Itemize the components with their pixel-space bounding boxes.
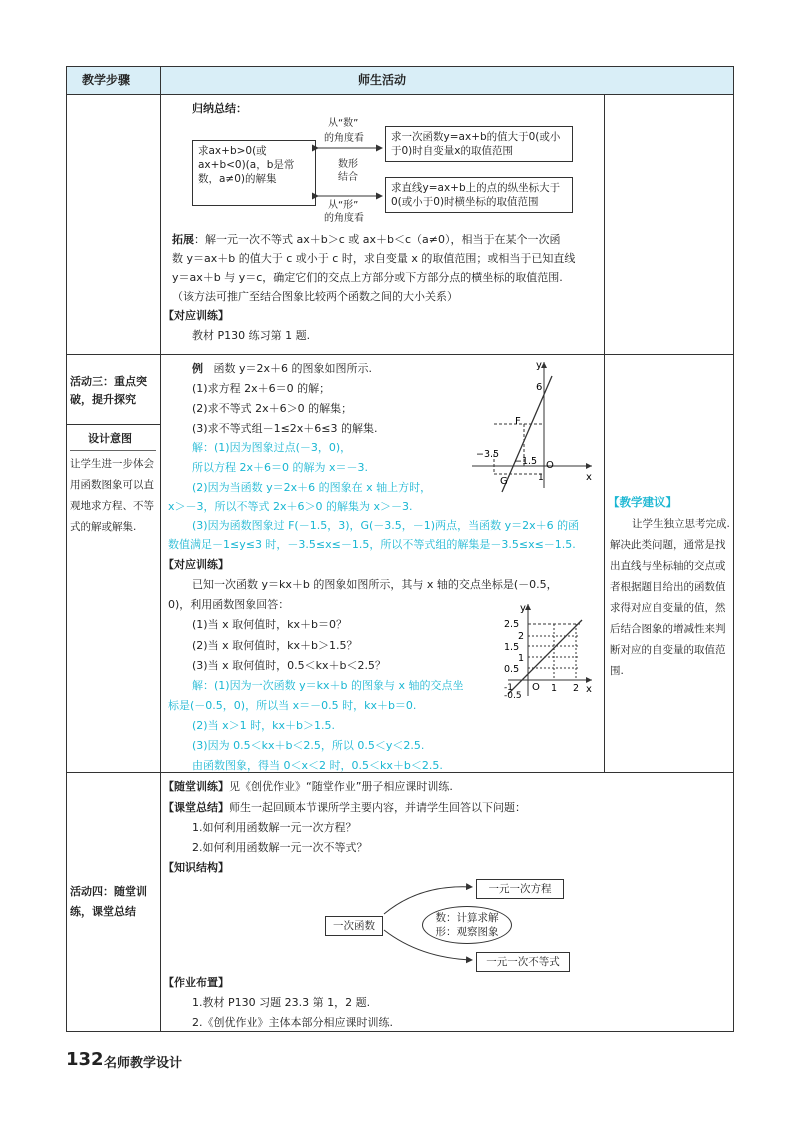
y-label: y xyxy=(536,360,542,371)
train-intro: 0)，利用函数图象回答： xyxy=(168,598,290,611)
graph-kx-plus-b xyxy=(494,600,598,700)
method-oval xyxy=(422,906,512,944)
graph-2x-plus-6 xyxy=(470,358,600,498)
divider xyxy=(66,424,160,425)
train-question: (2)当 x 取何值时，kx＋b＞1.5？ xyxy=(192,639,358,652)
x-tick: −3.5 xyxy=(476,449,500,460)
middle-label: 数形 xyxy=(338,159,358,170)
drill-line: 【随堂训练】见《创优作业》“随堂作业”册子相应课时训练. xyxy=(163,780,453,793)
design-text: 让学生进一步体会用函数图象可以直观地求方程、不等式的解或解集. xyxy=(70,458,154,533)
train-title: 【对应训练】 xyxy=(163,309,229,322)
page-number: 132 xyxy=(66,1049,104,1070)
example-line: 例 函数 y＝2x＋6 的图象如图所示. xyxy=(192,362,373,375)
divider xyxy=(66,354,734,355)
x-arrow xyxy=(586,677,592,683)
x-arrow xyxy=(586,463,592,469)
y-tick: 1 xyxy=(538,473,544,483)
concept-box-left: 求ax+b>0(或ax+b<0)(a，b是常数，a≠0)的解集 xyxy=(192,140,316,206)
x-tick: 2 xyxy=(573,683,580,694)
x-tick: 1 xyxy=(551,683,558,694)
train-intro: 已知一次函数 y＝kx＋b 的图象如图所示，其与 x 轴的交点坐标是(－0.5， xyxy=(192,578,558,591)
question: (1)求方程 2x＋6＝0 的解； xyxy=(192,382,331,395)
step-label: 破，提升探究 xyxy=(70,393,136,406)
train-title: 【对应训练】 xyxy=(163,558,229,571)
x-tick: -1 xyxy=(504,683,513,693)
extension-line: 拓展：解一元一次不等式 ax＋b＞c 或 ax＋b＜c（a≠0），相当于在某个一次函 xyxy=(172,233,561,246)
arrow-label: 从“形” xyxy=(328,200,359,211)
y-tick: 0.5 xyxy=(504,664,520,675)
train-answer: (2)当 x＞1 时，kx＋b＞1.5. xyxy=(192,719,335,732)
y-label: y xyxy=(520,603,526,614)
answer: 数值满足－1≤y≤3 时，－3.5≤x≤－1.5，所以不等式组的解集是－3.5≤x≤－1.5. xyxy=(168,538,576,551)
train-answer: 解：(1)因为一次函数 y＝kx＋b 的图象与 x 轴的交点坐 xyxy=(192,679,464,692)
arrow-label: 的角度看 xyxy=(324,133,364,144)
train-question: (3)当 x 取何值时，0.5＜kx＋b＜2.5？ xyxy=(192,659,386,672)
node-linear-function: 一次函数 xyxy=(325,916,383,936)
step-label: 活动四：随堂训 xyxy=(70,885,147,898)
answer: (3)因为函数图象过 F(－1.5，3)，G(－3.5，－1)两点，当函数 y＝2x＋6 的函 xyxy=(192,519,580,532)
train-answer: 由函数图象，得当 0＜x＜2 时，0.5＜kx＋b＜2.5. xyxy=(192,759,443,772)
arrow-label: 的角度看 xyxy=(324,213,364,224)
knowledge-title: 【知识结构】 xyxy=(163,861,229,874)
answer: x＞－3，所以不等式 2x＋6＞0 的解集为 x＞－3. xyxy=(168,500,413,513)
extension-line: （该方法可推广至结合图象比较两个函数之间的大小关系） xyxy=(172,290,458,303)
divider xyxy=(66,94,734,95)
homework-item: 1.教材 P130 习题 23.3 第 1，2 题. xyxy=(192,996,371,1009)
extension-line: y＝ax＋b 与 y＝c，确定它们的交点上方部分或下方部分点的横坐标的取值范围. xyxy=(172,271,563,284)
arrow-label: 从“数” xyxy=(328,118,359,129)
tip-text: 让学生独立思考完成.解决此类问题，通常是找出直线与坐标轴的交点或者根据题目给出的函数值求得对应自变量的值，然后结合图象的增减性来判断对应的自变量的取值范围. xyxy=(610,518,730,677)
train-answer: (3)因为 0.5＜kx＋b＜2.5，所以 0.5＜y＜2.5. xyxy=(192,739,425,752)
concept-box-shape: 求直线y=ax+b上的点的纵坐标大于0(或小于0)时横坐标的取值范围 xyxy=(385,177,573,213)
y-tick: -0.5 xyxy=(504,691,522,700)
summary-question: 1.如何利用函数解一元一次方程？ xyxy=(192,821,357,834)
answer: (2)因为当函数 y＝2x＋6 的图象在 x 轴上方时， xyxy=(192,481,432,494)
divider xyxy=(604,94,605,772)
step-label: 活动三：重点突 xyxy=(70,375,147,388)
question: (3)求不等式组－1≤2x＋6≤3 的解集. xyxy=(192,422,378,435)
summary-title: 归纳总结： xyxy=(192,102,247,115)
header-step: 教学步骤 xyxy=(82,73,131,87)
extension-line: 数 y＝ax＋b 的值大于 c 或小于 c 时，求自变量 x 的取值范围；或相当于已知直线 xyxy=(172,252,576,265)
oval-line: 数：计算求解 xyxy=(435,912,499,924)
answer: 所以方程 2x＋6＝0 的解为 x＝－3. xyxy=(192,461,368,474)
origin: O xyxy=(532,682,540,693)
header-activity: 师生活动 xyxy=(358,73,407,87)
node-linear-inequality: 一元一次不等式 xyxy=(476,952,570,972)
oval-line: 形：观察图象 xyxy=(435,926,499,938)
x-label: x xyxy=(586,684,592,695)
tip-title: 【教学建议】 xyxy=(608,495,677,509)
question: (2)求不等式 2x＋6＞0 的解集； xyxy=(192,402,353,415)
node-linear-equation: 一元一次方程 xyxy=(476,879,564,899)
design-title: 设计意图 xyxy=(88,432,132,445)
step-label: 练，课堂总结 xyxy=(70,905,136,918)
summary-line: 【课堂总结】师生一起回顾本节课所学主要内容，并请学生回答以下问题： xyxy=(163,801,526,814)
book-title: 名师教学设计 xyxy=(104,1056,183,1071)
x-tick: −1.5 xyxy=(514,456,538,467)
middle-label: 结合 xyxy=(338,172,358,183)
point-f: F xyxy=(515,416,521,427)
homework-title: 【作业布置】 xyxy=(163,976,229,989)
homework-item: 2.《创优作业》主体本部分相应课时训练. xyxy=(192,1016,393,1029)
point-g: G xyxy=(500,476,508,487)
divider xyxy=(70,450,156,451)
concept-box-number: 求一次函数y=ax+b的值大于0(或小于0)时自变量x的取值范围 xyxy=(385,126,573,162)
y-tick: 2.5 xyxy=(504,619,520,630)
train-text: 教材 P130 练习第 1 题. xyxy=(192,329,311,342)
y-tick: 1.5 xyxy=(504,642,520,653)
answer: 解：(1)因为图象过点(－3，0)， xyxy=(192,441,352,454)
x-label: x xyxy=(586,472,592,483)
y-tick: 1 xyxy=(518,653,525,664)
train-answer: 标是(－0.5，0)，所以当 x＝－0.5 时，kx＋b＝0. xyxy=(168,699,417,712)
origin: O xyxy=(546,460,554,471)
y-tick: 2 xyxy=(518,631,525,642)
divider xyxy=(160,66,161,1032)
summary-question: 2.如何利用函数解一元一次不等式？ xyxy=(192,841,368,854)
train-question: (1)当 x 取何值时，kx＋b＝0？ xyxy=(192,618,347,631)
y-tick: 6 xyxy=(536,382,543,393)
